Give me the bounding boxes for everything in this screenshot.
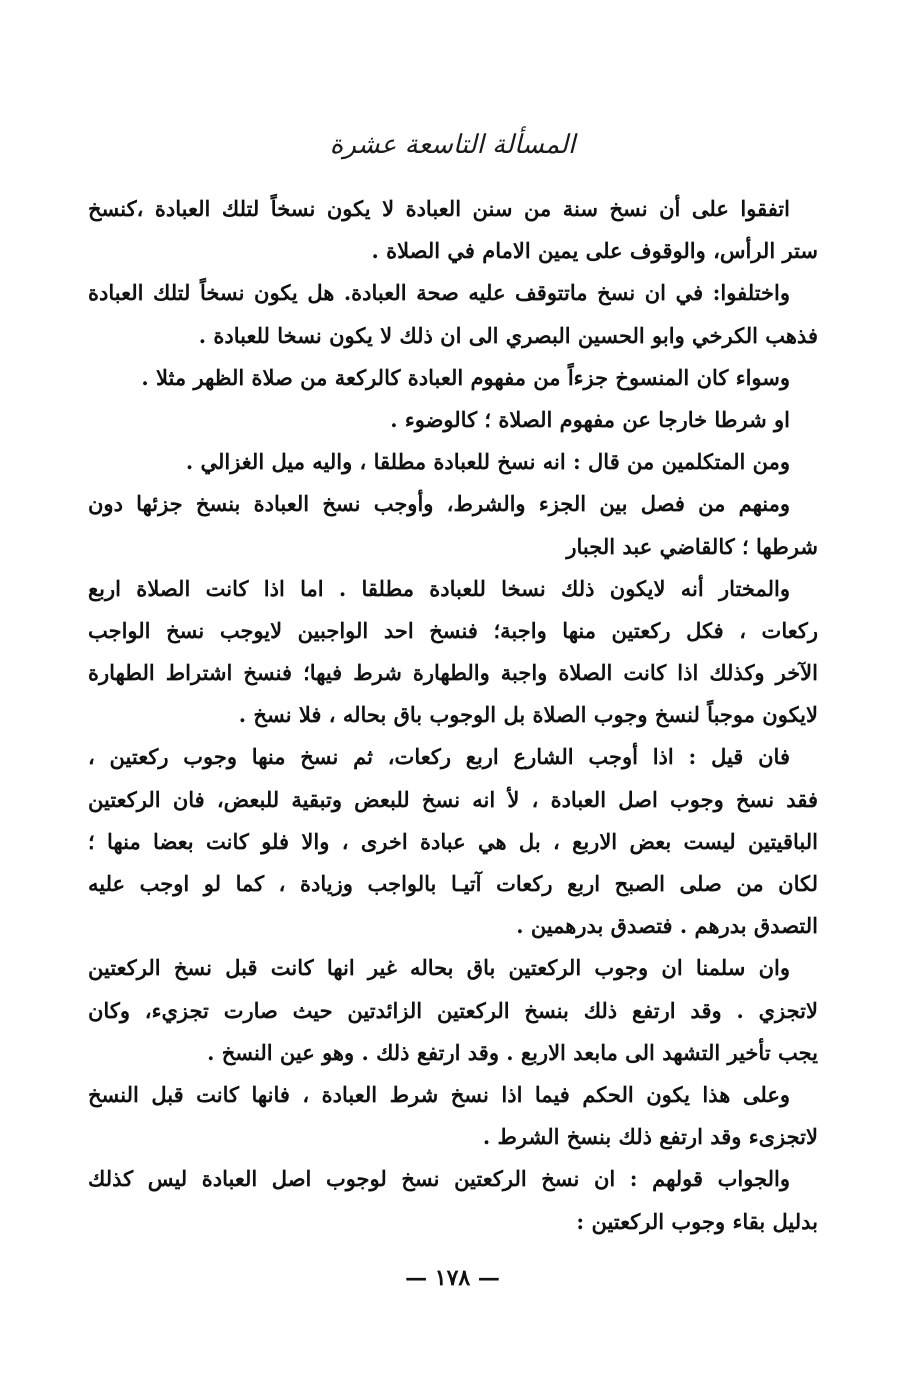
text-line: فذهب الكرخي وابو الحسين البصري الى ان ذلك لا يكون نسخا للعبادة . (198, 322, 818, 348)
page-number: — ١٧٨ — (405, 1265, 500, 1291)
text-line: الآخر وكذلك اذا كانت الصلاة واجبة والطهارة شرط فيها؛ فنسخ اشتراط الطهارة (88, 660, 818, 686)
text-line: وسواء كان المنسوخ جزءاً من مفهوم العبادة كالركعة من صلاة الظهر مثلا . (141, 364, 790, 390)
text-line: فقد نسخ وجوب اصل العبادة ، لأ انه نسخ للبعض وتبقية للبعض، فان الركعتين (88, 786, 818, 812)
text-line: او شرطا خارجا عن مفهوم الصلاة ؛ كالوضوء . (390, 406, 790, 432)
text-line: لايكون موجباً لنسخ وجوب الصلاة بل الوجوب باق بحاله ، فلا نسخ . (238, 702, 818, 728)
text-line: ومن المتكلمين من قال : انه نسخ للعبادة مطلقا ، واليه ميل الغزالي . (185, 449, 790, 475)
text-line: لكان من صلى الصبح اربع ركعات آتيـا بالواجب وزيادة ، كما لو اوجب عليه (88, 871, 818, 896)
text-line: ومنهم من فصل بين الجزء والشرط، وأوجب نسخ العبادة بنسخ جزئها دون (88, 491, 790, 517)
text-line: فان قيل : اذا أوجب الشارع اربع ركعات، ثم نسخ منها وجوب ركعتين ، (88, 744, 790, 770)
text-line: التصدق بدرهم . فتصدق بدرهمين . (516, 913, 818, 939)
body-text (88, 188, 818, 1243)
text-line: الباقيتين ليست بعض الاربع ، بل هي عبادة اخرى ، والا فلو كانت بعضا منها ؛ (88, 828, 818, 854)
text-line: والمختار أنه لايكون ذلك نسخا للعبادة مطلقا . اما اذا كانت الصلاة اربع (88, 575, 790, 601)
text-line: والجواب قولهم : ان نسخ الركعتين نسخ لوجوب اصل العبادة ليس كذلك (88, 1166, 790, 1192)
text-line: لاتجزي . وقد ارتفع ذلك بنسخ الركعتين الزائدتين حيث صارت تجزيء، وكان (88, 997, 818, 1023)
text-line: وعلى هذا يكون الحكم فيما اذا نسخ شرط العبادة ، فانها كانت قبل النسخ (88, 1081, 790, 1107)
chapter-heading: المسألة التاسعة عشرة (329, 130, 576, 160)
text-line: ستر الرأس، والوقوف على يمين الامام في الصلاة . (371, 238, 818, 264)
text-line: اتفقوا على أن نسخ سنة من سنن العبادة لا يكون نسخاً لتلك العبادة ،كنسخ (88, 196, 790, 221)
text-line: شرطها ؛ كالقاضي عبد الجبار (566, 533, 818, 559)
text-line: لاتجزىء وقد ارتفع ذلك بنسخ الشرط . (482, 1124, 818, 1150)
text-line: بدليل بقاء وجوب الركعتين : (576, 1208, 818, 1234)
text-line: واختلفوا: في ان نسخ ماتتوقف عليه صحة العبادة. هل يكون نسخاً لتلك العبادة (88, 280, 790, 306)
text-line: وان سلمنا ان وجوب الركعتين باق بحاله غير انها كانت قبل نسخ الركعتين (88, 955, 790, 981)
text-line: ركعات ، فكل ركعتين منها واجبة؛ فنسخ احد الواجبين لايوجب نسخ الواجب (88, 617, 818, 643)
text-line: يجب تأخير التشهد الى مابعد الاربع . وقد ارتفع ذلك . وهو عين النسخ . (207, 1039, 818, 1065)
